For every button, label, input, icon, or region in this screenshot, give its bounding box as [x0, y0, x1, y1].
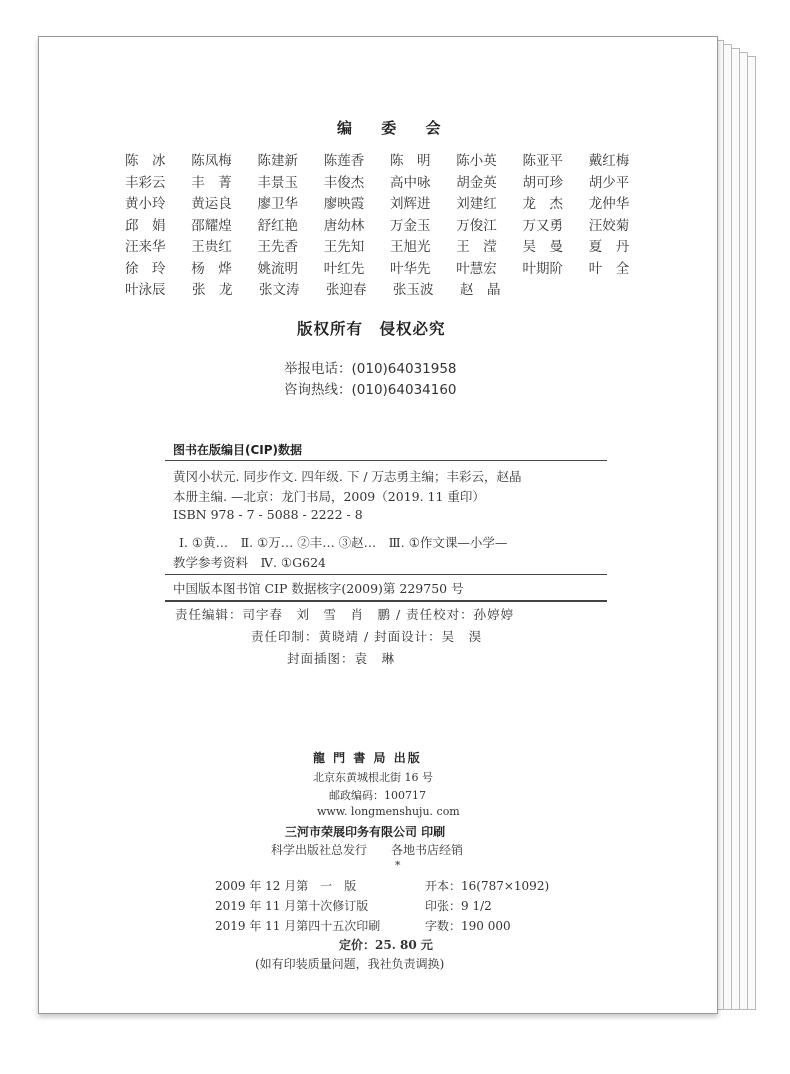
editorial-board-names	[125, 149, 655, 300]
board-member-name: 王 滢	[456, 239, 497, 255]
edition-line-2: 2019 年 11 月第十次修订版	[215, 899, 369, 913]
board-row	[125, 235, 655, 257]
board-member-name: 王先香	[257, 239, 298, 255]
board-member-name: 张玉波	[393, 282, 434, 298]
cip-line-4: Ⅰ. ①黄… Ⅱ. ①万… ②丰… ③赵… Ⅲ. ①作文课—小学—	[179, 535, 508, 550]
board-row	[125, 278, 655, 300]
board-member-name: 王贵红	[191, 239, 232, 255]
board-member-name: 杨 烨	[191, 260, 232, 277]
board-row	[125, 171, 655, 193]
board-member-name: 张迎春	[326, 282, 367, 298]
board-member-name: 叶华先	[390, 260, 431, 277]
cip-line-2: 本册主编. —北京：龙门书局，2009（2019. 11 重印）	[173, 489, 485, 504]
board-member-name: 陈亚平	[522, 153, 563, 169]
board-member-name: 廖卫华	[257, 196, 298, 212]
board-member-name: 刘辉进	[390, 196, 431, 212]
board-member-name: 陈 明	[390, 153, 431, 169]
board-member-name: 叶泳辰	[125, 282, 166, 298]
board-member-name: 姚流明	[257, 260, 298, 277]
board-member-name: 徐 玲	[125, 260, 166, 277]
board-row	[125, 214, 655, 236]
board-member-name: 万又勇	[522, 217, 563, 234]
board-member-name: 邱 娟	[125, 217, 166, 234]
copyright-notice: 版权所有 侵权必究	[297, 320, 446, 338]
board-member-name: 廖映霞	[323, 196, 365, 212]
board-member-name: 王旭光	[390, 239, 431, 255]
separator-asterisk: *	[395, 859, 401, 872]
board-row	[125, 257, 655, 279]
board-member-name: 陈莲香	[323, 153, 365, 169]
board-member-name: 吴 曼	[522, 239, 563, 255]
publisher-name: 龍 門 書 局 出版	[313, 751, 422, 765]
board-member-name: 丰 菁	[191, 174, 232, 191]
price: 定价：25. 80 元	[339, 938, 433, 952]
cip-line-1: 黄冈小状元. 同步作文. 四年级. 下 / 万志勇主编；丰彩云，赵晶	[173, 469, 522, 484]
credits-line-3: 封面插图：袁 琳	[287, 651, 396, 666]
board-member-name: 唐幼林	[323, 217, 365, 234]
edition-line-3: 2019 年 11 月第四十五次印刷	[215, 919, 381, 933]
board-row	[125, 192, 655, 214]
board-member-name: 龙 杰	[522, 196, 563, 212]
board-member-name: 陈凤梅	[191, 153, 232, 169]
board-member-name: 叶慧宏	[456, 260, 497, 277]
board-member-name: 张文涛	[259, 282, 300, 298]
board-member-name: 邵耀煌	[191, 217, 232, 234]
cip-top-rule	[165, 460, 607, 461]
credits-line-1: 责任编辑：司宇春 刘 雪 肖 鹏 / 责任校对：孙婷婷	[175, 607, 515, 622]
board-member-name: 舒红艳	[257, 217, 298, 234]
board-member-name: 叶 全	[588, 260, 630, 277]
edition-line-1: 2009 年 12 月第 一 版	[215, 879, 357, 893]
consult-hotline: 咨询热线：(010)64034160	[284, 382, 457, 398]
board-member-name: 黄运良	[191, 196, 232, 212]
board-member-name: 张 龙	[192, 282, 233, 298]
cip-line-5: 教学参考资料 Ⅳ. ①G624	[173, 555, 326, 570]
distribution-line: 科学出版社总发行 各地书店经销	[271, 843, 464, 857]
publisher-website: www. longmenshuju. com	[317, 805, 460, 818]
publisher-address: 北京东黄城根北街 16 号	[313, 771, 433, 784]
publisher-postcode: 邮政编码：100717	[329, 789, 426, 802]
board-member-name: 万俊江	[456, 217, 497, 234]
board-member-name: 刘建红	[456, 196, 497, 212]
board-member-name: 夏 丹	[588, 239, 630, 255]
board-member-name: 高中咏	[390, 174, 431, 191]
cip-catalog-number: 中国版本图书馆 CIP 数据核字(2009)第 229750 号	[173, 581, 464, 596]
board-member-name: 胡金英	[456, 174, 497, 191]
board-member-name: 丰俊杰	[323, 174, 365, 191]
board-member-name: 龙仲华	[588, 196, 630, 212]
copyright-page	[38, 36, 718, 1014]
cip-mid-rule	[165, 574, 607, 575]
board-member-name: 陈建新	[257, 153, 298, 169]
board-member-name: 胡少平	[588, 174, 630, 191]
board-member-name: 戴红梅	[588, 153, 630, 169]
board-member-name: 陈小英	[456, 153, 497, 169]
board-member-name: 汪姣菊	[588, 217, 630, 234]
spec-sheets: 印张：9 1/2	[425, 899, 492, 913]
quality-note: (如有印装质量问题，我社负责调换)	[255, 957, 445, 971]
board-member-name: 叶期阶	[522, 260, 563, 277]
printer-line: 三河市荣展印务有限公司 印刷	[285, 825, 446, 839]
board-row	[125, 149, 655, 171]
board-member-name: 汪来华	[125, 239, 166, 255]
board-member-name: 叶红先	[323, 260, 365, 277]
spec-format: 开本：16(787×1092)	[425, 879, 550, 893]
spec-word-count: 字数：190 000	[425, 919, 511, 933]
credits-line-2: 责任印制：黄晓靖 / 封面设计：吴 淏	[251, 629, 483, 644]
board-member-name: 陈 冰	[125, 153, 166, 169]
editorial-board-heading: 编 委 会	[337, 119, 453, 137]
board-member-name: 丰景玉	[257, 174, 298, 191]
board-member-name: 赵 晶	[460, 282, 501, 298]
board-member-name: 王先知	[323, 239, 365, 255]
cip-bottom-rule	[165, 600, 607, 602]
board-member-name: 万金玉	[390, 217, 431, 234]
report-phone: 举报电话：(010)64031958	[284, 361, 457, 377]
cip-title: 图书在版编目(CIP)数据	[173, 443, 303, 457]
cip-isbn: ISBN 978 - 7 - 5088 - 2222 - 8	[173, 507, 363, 522]
board-member-name: 丰彩云	[125, 174, 166, 191]
board-member-name: 黄小玲	[125, 196, 166, 212]
board-member-name: 胡可珍	[522, 174, 563, 191]
